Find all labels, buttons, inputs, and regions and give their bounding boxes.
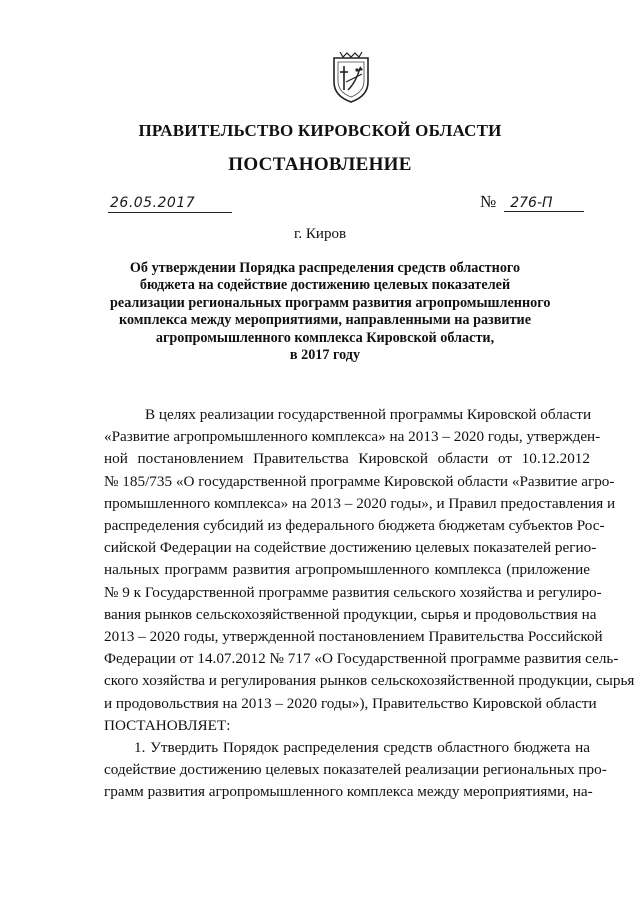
body-line: 2013 – 2020 годы, утвержденной постановлением Правительства Российской [104,628,603,646]
document-type: ПОСТАНОВЛЕНИЕ [228,154,412,175]
body-line: содействие достижению целевых показателей реализации региональных про- [104,761,607,779]
number-field [480,192,590,212]
document-subject [110,260,551,364]
body-line: Федерации от 14.07.2012 № 717 «О Государственной программе развития сель- [104,650,619,668]
body-line: № 9 к Государственной программе развития сельского хозяйства и регулиро- [104,583,602,601]
body-line: «Развитие агропромышленного комплекса» на 2013 – 2020 годы, утвержден- [104,428,601,446]
subject-line: агропромышленного комплекса Кировской области, [155,329,495,346]
body-line: 1. Утвердить Порядок распределения средств областного бюджета на [134,739,590,757]
city: г. Киров [293,226,347,242]
date-field [108,194,232,213]
body-line: и продовольствия на 2013 – 2020 годы»), Правительство Кировской области [104,694,597,712]
coat-of-arms-icon [330,52,372,104]
government-title: ПРАВИТЕЛЬСТВО КИРОВСКОЙ ОБЛАСТИ [138,121,502,140]
body-line: вания рынков сельскохозяйственной продукции, сырья и продовольствия на [104,605,597,623]
body-line: грамм развития агропромышленного комплекса между мероприятиями, на- [104,783,593,801]
subject-line: бюджета на содействие достижению целевых показателей [139,277,511,294]
body-line: В целях реализации государственной программы Кировской области [145,406,592,423]
body-line: нальных программ развития агропромышленного комплекса (приложение [104,561,590,579]
document-body [104,404,635,804]
body-line: ПОСТАНОВЛЯЕТ: [104,716,231,734]
subject-line: комплекса между мероприятиями, направленными на развитие [118,312,532,329]
document-number: 276-П [510,195,553,211]
body-line: промышленного комплекса» на 2013 – 2020 годы», и Правил предоставления и [104,494,616,512]
subject-line: в 2017 году [289,347,361,364]
subject-line: Об утверждении Порядка распределения средств областного [129,260,521,276]
document-date: 26.05.2017 [110,195,196,211]
body-line: сийской Федерации на содействие достижению целевых показателей регио- [104,539,597,557]
body-line: ского хозяйства и регулирования рынков сельскохозяйственной продукции, сырья [104,672,635,690]
number-sign: № [480,192,497,211]
number-underline [504,194,584,212]
body-line: № 185/735 «О государственной программе Кировской области «Развитие агро- [104,472,615,490]
body-line: ной постановлением Правительства Кировской области от 10.12.2012 [104,450,590,468]
subject-line: реализации региональных программ развития агропромышленного [110,294,551,311]
body-line: распределения субсидий из федерального бюджета бюджетам субъектов Рос- [104,517,605,535]
